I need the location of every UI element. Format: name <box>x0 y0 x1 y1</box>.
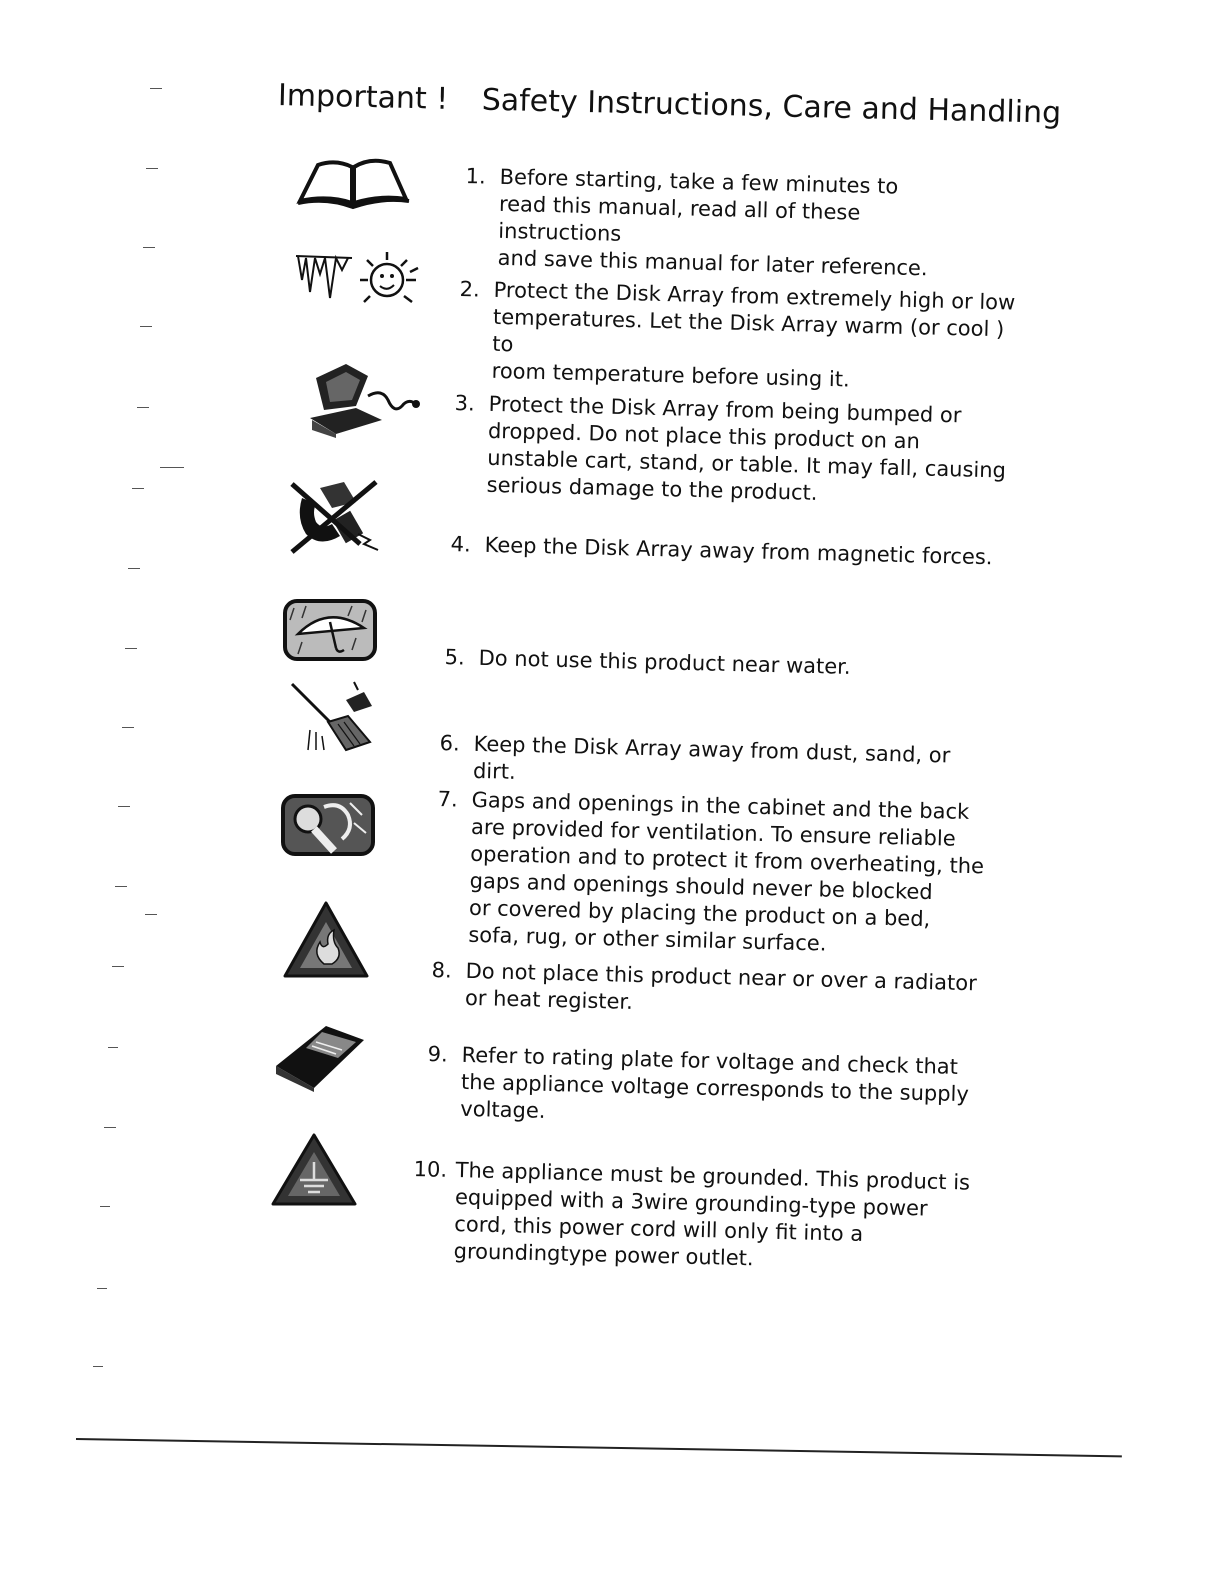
rating-plate-icon <box>272 1018 368 1092</box>
item-text: The appliance must be grounded. This product is equipped with a 3wire grounding-type power cord, this power cord will only fit into a groundingtype power outlet. <box>453 1158 971 1271</box>
instruction-item-10 <box>411 1156 993 1278</box>
margin-tick <box>122 727 134 728</box>
item-text: Gaps and openings in the cabinet and the back are provided for ventilation. To ensure reliable operation and to protect it from overheating, the gaps and openings should never be blocked or covered by placing the product on a bed, sofa, rug, or other similar surface. <box>468 787 985 956</box>
important-label: Important ! <box>277 78 449 117</box>
page-title <box>278 78 1062 131</box>
instruction-item-4 <box>450 531 1010 572</box>
item-number: 2. <box>459 276 481 302</box>
instruction-item-7 <box>434 786 1008 962</box>
margin-tick <box>128 568 140 569</box>
broom-dustpan-icon <box>288 680 378 752</box>
margin-tick <box>104 1127 116 1128</box>
item-number: 8. <box>431 957 453 983</box>
item-text: Refer to rating plate for voltage and check that the appliance voltage corresponds to the supply voltage. <box>460 1042 970 1123</box>
margin-tick <box>150 88 162 89</box>
instruction-item-1 <box>463 163 985 284</box>
item-number: 10. <box>413 1156 448 1182</box>
item-number: 4. <box>450 531 472 557</box>
item-text: Protect the Disk Array from extremely high or low temperatures. Let the Disk Array warm (or cool ) to room temperature before using it. <box>491 277 1016 392</box>
margin-tick <box>112 966 124 967</box>
item-number: 1. <box>465 163 487 189</box>
item-number: 3. <box>454 390 476 416</box>
item-text: Do not use this product near water. <box>478 645 851 679</box>
item-text: Do not place this product near or over a radiator or heat register. <box>464 958 978 1014</box>
item-number: 9. <box>427 1041 449 1067</box>
instruction-item-5 <box>444 644 1004 685</box>
margin-tick <box>97 1288 107 1289</box>
item-number: 5. <box>444 644 466 670</box>
margin-tick <box>143 247 155 248</box>
margin-tick <box>145 914 157 915</box>
item-number: 7. <box>437 786 459 812</box>
instruction-item-9 <box>426 1041 998 1136</box>
icicle-sun-icon <box>292 250 422 310</box>
item-text: Keep the Disk Array away from magnetic forces. <box>484 532 993 570</box>
computer-icon <box>306 360 424 440</box>
bottom-rule <box>76 1438 1122 1457</box>
margin-tick <box>132 488 144 489</box>
margin-tick <box>100 1206 110 1207</box>
item-number: 6. <box>439 730 461 756</box>
umbrella-rain-icon <box>282 598 378 662</box>
instruction-item-2 <box>457 276 1019 398</box>
margin-tick <box>118 806 130 807</box>
open-book-icon <box>296 155 411 210</box>
instruction-item-3 <box>452 390 1014 512</box>
title-heading: Safety Instructions, Care and Handling <box>481 82 1062 131</box>
margin-tick <box>125 648 137 649</box>
margin-tick <box>115 886 127 887</box>
instruction-item-8 <box>431 957 1002 1025</box>
margin-tick <box>137 407 149 408</box>
no-magnet-icon <box>286 478 386 556</box>
margin-tick <box>108 1047 118 1048</box>
fire-warning-icon <box>282 900 370 980</box>
margin-tick <box>93 1366 103 1367</box>
ventilation-icon <box>280 793 376 857</box>
item-text: Protect the Disk Array from being bumped or dropped. Do not place this product on an unstable cart, stand, or table. It may fall, causing serious damage to the product. <box>486 391 1007 505</box>
item-text: Keep the Disk Array away from dust, sand, or dirt. <box>472 731 951 784</box>
margin-tick <box>140 326 152 327</box>
item-text: Before starting, take a few minutes to read this manual, read all of these instructions and save this manual for later reference. <box>497 164 928 281</box>
margin-tick <box>160 467 184 468</box>
ground-warning-icon <box>270 1132 358 1208</box>
margin-tick <box>146 168 158 169</box>
